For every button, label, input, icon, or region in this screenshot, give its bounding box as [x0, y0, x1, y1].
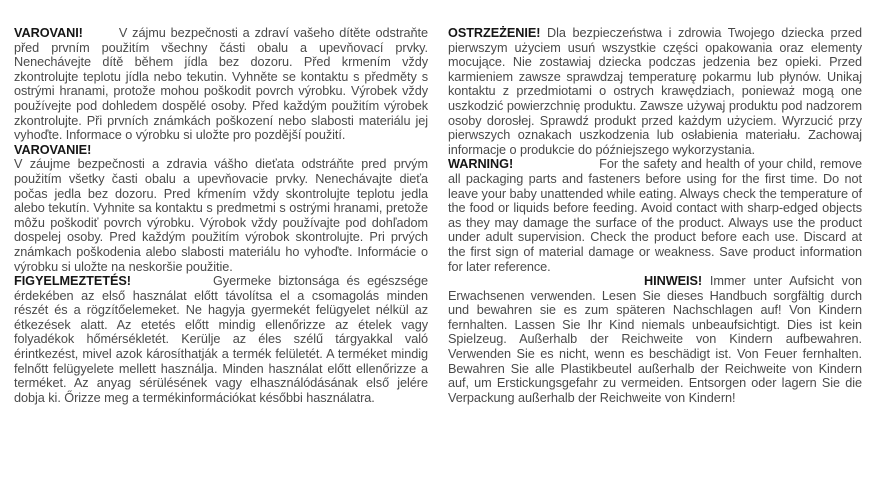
- body-czech: V zájmu bezpečnosti a zdraví vašeho dítěte odstraňte před prvním použitím všechny části obalu a upevňovací prvky. Nenechávejte dítě během jídla bez dozoru. Před krmením vždy zkontrolujte teplotu jídla nebo tekutin. Vyhněte se kontaktu s předměty s ostrými hranami, protože mohou poškodit povrch výrobku. Výrobek vždy používejte pod dohledem dospělé osoby. Před každým použitím výrobek zkontrolujte. Při prvních známkách poškození nebo slabosti materiálu jej vyhoďte. Informace o výrobku si uložte pro pozdější použití.: [14, 26, 428, 143]
- heading-hungarian: FIGYELMEZTETÉS!: [14, 274, 131, 289]
- warning-section-german: [448, 274, 862, 405]
- heading-german: HINWEIS!: [644, 274, 703, 289]
- heading-slovak: VAROVANIE!: [14, 142, 92, 157]
- warning-section-czech: [14, 26, 428, 143]
- right-column: [448, 26, 862, 405]
- body-polish: Dla bezpieczeństwa i zdrowia Twojego dziecka przed pierwszym użyciem usuń wszystkie części opakowania oraz elementy mocujące. Nie zostawiaj dziecka podczas jedzenia bez opieki. Przed karmieniem zawsze sprawdzaj temperaturę pokarmu lub płynów. Unikaj kontaktu z przedmiotami o ostrych krawędziach, ponieważ mogą one uszkodzić powierzchnię produktu. Zawsze używaj produktu pod nadzorem osoby dorosłej. Sprawdź produkt przed każdym użyciem. Wyrzucić przy pierwszych oznakach uszkodzenia lub osłabienia materiału. Zachowaj informacje o produkcie do późniejszego wykorzystania.: [448, 26, 862, 157]
- left-column: [14, 26, 428, 405]
- heading-polish: OSTRZEŻENIE!: [448, 26, 541, 40]
- heading-gap: [83, 36, 119, 37]
- body-german: Immer unter Aufsicht von Erwachsenen verwenden. Lesen Sie dieses Handbuch sorgfältig durch und bewahren sie es zum späteren Nachschlagen auf! Von Kindern fernhalten. Lassen Sie Ihr Kind niemals unbeaufsichtigt. Dies ist kein Spielzeug. Außerhalb der Reichweite von Kindern aufbewahren. Verwenden Sie es nicht, wenn es beschädigt ist. Von Feuer fernhalten. Bewahren Sie alle Plastikbeutel außerhalb der Reichweite von Kindern auf, um Erstickungsgefahr zu vermeiden. Entsorgen oder lagern Sie die Verpackung außerhalb der Reichweite von Kindern!: [448, 274, 862, 405]
- heading-gap: [131, 284, 213, 285]
- heading-gap: [513, 167, 599, 168]
- warning-section-slovak: [14, 143, 428, 274]
- heading-english: WARNING!: [448, 157, 514, 172]
- warning-section-polish: [448, 26, 862, 157]
- warning-section-hungarian: [14, 274, 428, 405]
- body-english: For the safety and health of your child, remove all packaging parts and fasteners before using for the first time. Do not leave your baby unattended while eating. Always check the temperature of the food or liquids before feeding. Avoid contact with sharp-edged objects as they may damage the surface of the product. Always use the product under adult supervision. Check the product before each use. Discard at the first sign of material damage or weakness. Save product information for later reference.: [448, 157, 862, 274]
- body-slovak: V záujme bezpečnosti a zdravia vášho dieťata odstráňte pred prvým použitím všetky časti obalu a upevňovacie prvky. Nenechávajte dieťa počas jedla bez dozoru. Pred kŕmením vždy skontrolujte teplotu jedla alebo tekutín. Vyhnite sa kontaktu s predmetmi s ostrými hranami, pretože môžu poškodiť povrch výrobku. Výrobok vždy používajte pod dohľadom dospelej osoby. Pred každým použitím výrobok skontrolujte. Pri prvých známkach poškodenia alebo slabosti materiálu ho vyhoďte. Informácie o výrobku si uložte na neskoršie použitie.: [14, 157, 428, 274]
- warning-section-english: [448, 157, 862, 274]
- heading-czech: VAROVANI!: [14, 26, 83, 40]
- body-hungarian: Gyermeke biztonsága és egészsége érdekében az első használat előtt távolítsa el a csomagolás minden részét és a rögzítőelemeket. Ne hagyja gyermekét felügyelet nélkül az étkezések alatt. Az etetés előtt mindig ellenőrizze az ételek vagy folyadékok hőmérsékletét. Kerülje az éles szélű tárgyakkal való érintkezést, mivel azok károsíthatják a termék felületét. A terméket mindig felnőtt felügyelete mellett használja. Minden használat előtt ellenőrizze a terméket. Az anyag sérülésének vagy elhasználódásának első jelére dobja ki. Őrizze meg a termékinformációkat későbbi használatra.: [14, 274, 428, 405]
